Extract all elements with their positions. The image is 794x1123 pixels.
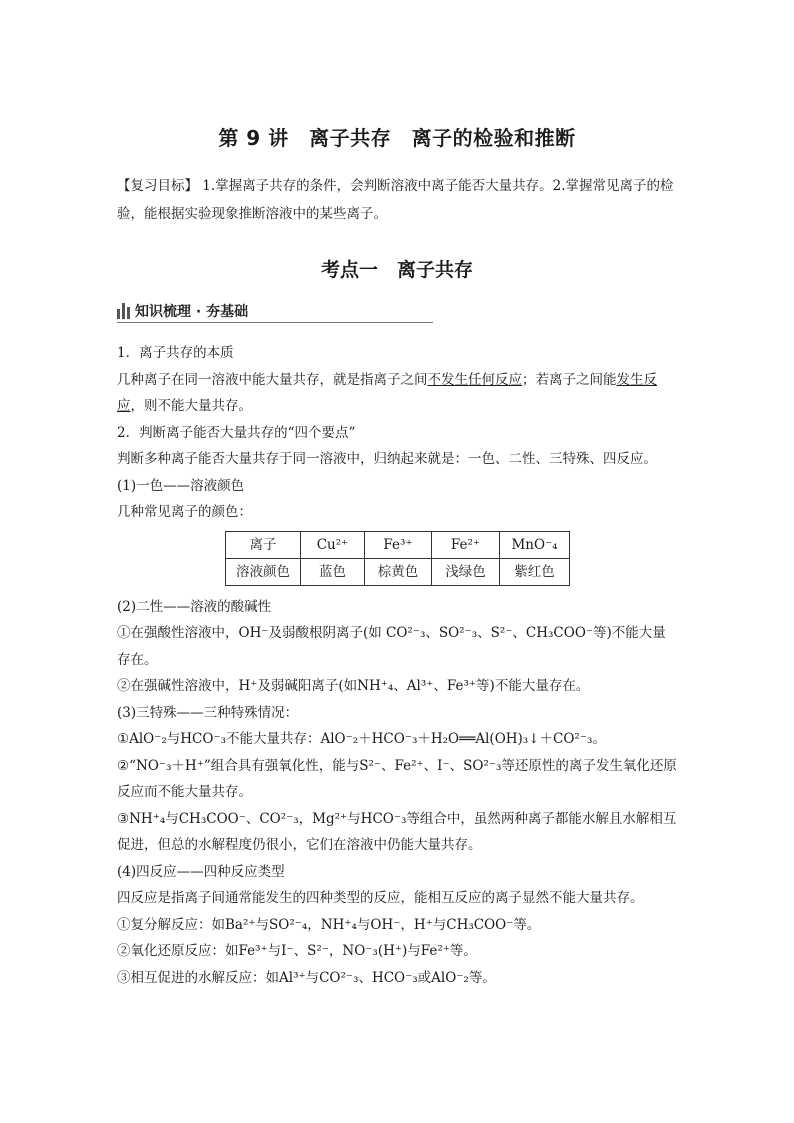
table-cell: Fe²⁺ <box>432 531 500 558</box>
knowledge-bar-label: 知识梳理 · 夯基础 <box>135 304 249 320</box>
s1-heading: (1)一色——溶液颜色 <box>117 477 245 494</box>
knowledge-bar <box>117 300 433 323</box>
review-goal-tag: 【复习目标】 <box>117 178 198 194</box>
para2-text: 判断多种离子能否大量共存于同一溶液中，归纳起来就是：一色、二性、三特殊、四反应。 <box>117 451 657 467</box>
review-goal-text: 1.掌握离子共存的条件，会判断溶液中离子能否大量共存。2.掌握常见离子的检验，能根据实验现象推断溶液中的某些离子。 <box>117 178 674 222</box>
s4-intro: 四反应是指离子间通常能发生的四种类型的反应，能相互反应的离子显然不能大量共存。 <box>117 890 644 906</box>
table-cell: MnO⁻₄ <box>500 531 570 558</box>
ion-color-table <box>225 531 570 586</box>
s4-point-1: ①复分解反应：如Ba²⁺与SO²⁻₄，NH⁺₄与OH⁻，H⁺与CH₃COO⁻等。 <box>117 916 541 933</box>
bookmark-bars-icon <box>117 303 131 319</box>
para1-underline-2: 发生反应 <box>117 371 657 414</box>
content-body <box>117 340 679 991</box>
s4-point-3: ③相互促进的水解反应：如Al³⁺与CO²⁻₃、HCO⁻₃或AlO⁻₂等。 <box>117 969 496 986</box>
s4-heading: (4)四反应——四种反应类型 <box>117 863 285 880</box>
s1-intro: 几种常见离子的颜色： <box>117 504 252 520</box>
table-cell: 棕黄色 <box>365 558 432 585</box>
table-row <box>226 558 570 585</box>
table-cell: Fe³⁺ <box>365 531 432 558</box>
table-row <box>226 531 570 558</box>
para1-b: ；若离子之间能 <box>522 371 617 388</box>
para1-text <box>117 367 679 420</box>
s2-point-2: ②在强碱性溶液中，H⁺及弱碱阳离子(如NH⁺₄、Al³⁺、Fe³⁺等)不能大量存在。 <box>117 678 590 694</box>
para1-c: ，则不能大量共存。 <box>130 398 252 414</box>
para2-heading: 2．判断离子能否大量共存的“四个要点” <box>117 424 356 441</box>
s2-heading: (2)二性——溶液的酸碱性 <box>117 598 272 615</box>
para1-a: 几种离子在同一溶液中能大量共存，就是指离子之间 <box>117 371 428 388</box>
table-cell: 浅绿色 <box>432 558 500 585</box>
s4-point-2: ②氧化还原反应：如Fe³⁺与I⁻、S²⁻，NO⁻₃(H⁺)与Fe²⁺等。 <box>117 943 477 959</box>
para1-heading: 1．离子共存的本质 <box>117 345 234 361</box>
s2-point-1: ①在强酸性溶液中，OH⁻及弱酸根阴离子(如 CO²⁻₃、SO²⁻₃、S²⁻、CH₃COO⁻等)不能大量存在。 <box>117 625 666 668</box>
s3-point-2: ②“NO⁻₃＋H⁺”组合具有强氧化性，能与S²⁻、Fe²⁺、I⁻、SO²⁻₃等还原性的离子发生氧化还原反应而不能大量共存。 <box>117 757 677 800</box>
section-title: 考点一 离子共存 <box>320 259 473 281</box>
lecture-title: 第 9 讲 离子共存 离子的检验和推断 <box>218 126 576 150</box>
table-cell: Cu²⁺ <box>301 531 365 558</box>
table-cell: 紫红色 <box>500 558 570 585</box>
s3-point-1: ①AlO⁻₂与HCO⁻₃不能大量共存：AlO⁻₂＋HCO⁻₃＋H₂O══Al(OH)₃↓＋CO²⁻₃。 <box>117 731 606 747</box>
review-goal <box>117 172 679 228</box>
table-cell: 溶液颜色 <box>226 558 301 585</box>
para1-underline-1: 不发生任何反应 <box>427 371 522 388</box>
s3-point-3: ③NH⁺₄与CH₃COO⁻、CO²⁻₃，Mg²⁺与HCO⁻₃等组合中，虽然两种离子都能水解且水解相互促进，但总的水解程度仍很小，它们在溶液中仍能大量共存。 <box>117 810 677 853</box>
table-cell: 离子 <box>226 531 301 558</box>
table-cell: 蓝色 <box>301 558 365 585</box>
s3-heading: (3)三特殊——三种特殊情况： <box>117 704 299 721</box>
